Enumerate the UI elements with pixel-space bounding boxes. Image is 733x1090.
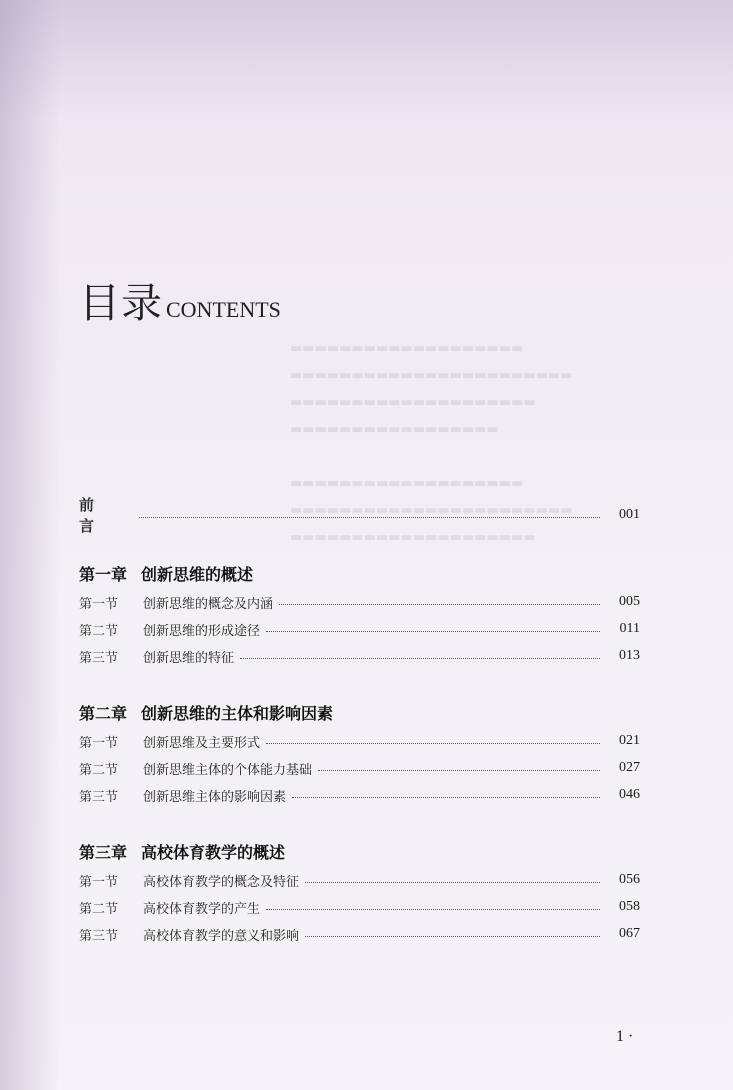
chapter-heading[interactable] [79, 840, 285, 863]
toc-row[interactable] [79, 924, 640, 944]
section-number: 第一节 [79, 874, 119, 890]
chapter-heading[interactable] [79, 562, 253, 585]
leader-dots [240, 658, 600, 659]
chapter-title: 高校体育教学的概述 [141, 843, 286, 862]
section-title: 创新思维主体的个体能力基础 [143, 762, 313, 778]
page-number: 001 [619, 507, 640, 522]
toc-title [79, 270, 281, 329]
chapter-title: 创新思维的主体和影响因素 [141, 704, 334, 723]
section-number: 第二节 [79, 623, 119, 639]
toc-row[interactable] [79, 758, 640, 778]
chapter-number: 第二章 [79, 704, 128, 723]
section-title: 创新思维的特征 [143, 650, 235, 666]
section-number: 第二节 [79, 901, 119, 917]
leader-dots [266, 631, 600, 632]
leader-dots [279, 604, 600, 605]
chapter-title: 创新思维的概述 [141, 565, 254, 584]
chapter-number: 第一章 [79, 565, 128, 584]
toc-title-en: CONTENTS [166, 297, 281, 322]
leader-dots [266, 743, 600, 744]
bleed-through-text: ▬▬▬▬▬▬▬▬▬▬▬▬▬▬▬▬▬▬▬ ▬▬▬▬▬▬▬▬▬▬▬▬▬▬▬▬▬▬▬▬▬▬▬ ▬▬▬▬▬▬▬▬▬▬▬▬▬▬▬▬▬▬▬▬ ▬▬▬▬▬▬▬▬▬▬▬▬▬▬▬▬▬ ▬▬▬▬▬▬▬▬▬▬▬▬▬▬▬▬▬▬▬ ▬▬▬▬▬▬▬▬▬▬▬▬▬▬▬▬▬▬▬▬▬▬▬ ▬▬▬▬▬▬▬▬▬▬▬▬▬▬▬▬▬▬▬▬ [290, 341, 573, 545]
toc-row[interactable] [79, 619, 640, 639]
section-number: 第一节 [79, 735, 119, 751]
section-title: 创新思维的概念及内涵 [143, 596, 274, 612]
section-title: 高校体育教学的产生 [143, 901, 261, 917]
section-number: 第一节 [79, 596, 119, 612]
section-title: 创新思维的形成途径 [143, 623, 261, 639]
toc-title-cn: 目录 [79, 279, 163, 327]
toc-row[interactable] [79, 897, 640, 917]
page-number: 011 [619, 621, 640, 636]
page-number: 046 [619, 787, 640, 802]
section-title: 高校体育教学的意义和影响 [143, 928, 300, 944]
leader-dots [318, 770, 600, 771]
page-shading-left [0, 0, 60, 1090]
toc-row[interactable] [79, 785, 640, 805]
toc-row[interactable] [79, 592, 640, 612]
page-number: 056 [619, 872, 640, 887]
toc-row-preface[interactable] [79, 496, 640, 535]
toc-row[interactable] [79, 646, 640, 666]
folio-page-number: 1 · [616, 1028, 634, 1045]
section-number: 第三节 [79, 789, 119, 805]
page-shading-top [0, 0, 733, 120]
section-title: 创新思维及主要形式 [143, 735, 261, 751]
page-number: 013 [619, 648, 640, 663]
section-number: 第三节 [79, 650, 119, 666]
chapter-heading[interactable] [79, 701, 333, 724]
page-number: 027 [619, 760, 640, 775]
chapter-number: 第三章 [79, 843, 128, 862]
page-number: 021 [619, 733, 640, 748]
leader-dots [305, 936, 600, 937]
section-number: 第三节 [79, 928, 119, 944]
toc-row[interactable] [79, 731, 640, 751]
page-number: 067 [619, 926, 640, 941]
page-number: 058 [619, 899, 640, 914]
leader-dots [139, 517, 600, 518]
leader-dots [292, 797, 600, 798]
toc-row[interactable] [79, 870, 640, 890]
section-title: 高校体育教学的概念及特征 [143, 874, 300, 890]
section-title: 创新思维主体的影响因素 [143, 789, 287, 805]
leader-dots [266, 909, 600, 910]
section-number: 第二节 [79, 762, 119, 778]
page-number: 005 [619, 594, 640, 609]
preface-label: 前 言 [79, 496, 107, 535]
leader-dots [305, 882, 600, 883]
